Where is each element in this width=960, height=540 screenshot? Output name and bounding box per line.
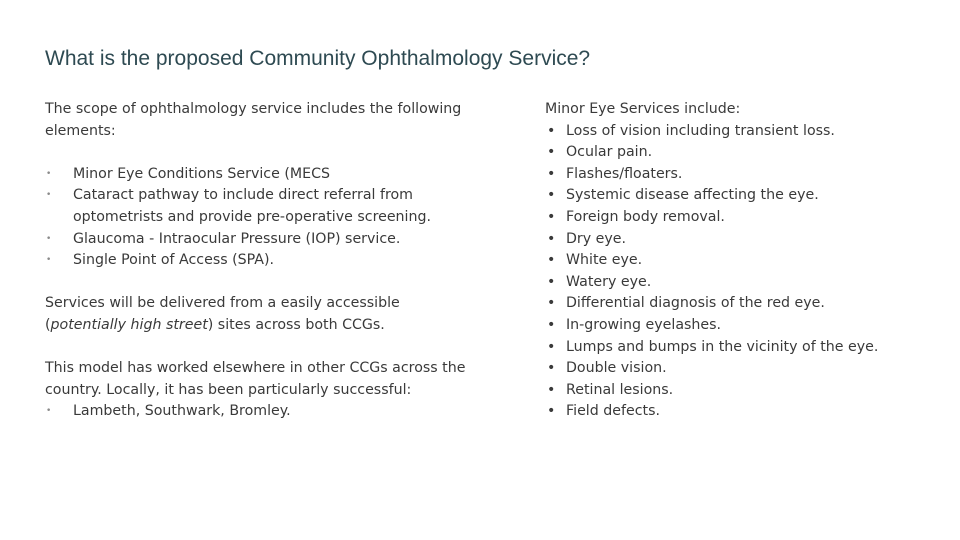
right-column: [545, 99, 945, 423]
list-item: • Ocular pain.: [545, 142, 945, 164]
list-item: • Single Point of Access (SPA).: [45, 250, 485, 272]
delivery-text: [45, 293, 485, 336]
list-item: • Systemic disease affecting the eye.: [545, 185, 945, 207]
locations-list: [45, 401, 485, 423]
delivery-text-prefix: Services will be delivered from a easily accessible (: [45, 295, 400, 333]
model-text: This model has worked elsewhere in other CCGs across the country. Locally, it has been particularly successful:: [45, 360, 466, 398]
list-item: • Minor Eye Conditions Service (MECS: [45, 164, 485, 186]
list-item: • Cataract pathway to include direct referral from optometrists and provide pre-operative screening.: [45, 185, 485, 228]
scope-intro: The scope of ophthalmology service includes the following elements:: [45, 101, 462, 139]
list-item: • Loss of vision including transient loss.: [545, 121, 945, 143]
slide-title: What is the proposed Community Ophthalmology Service?: [45, 47, 591, 70]
list-item: • Differential diagnosis of the red eye.: [545, 293, 945, 315]
delivery-text-suffix: ) sites across both CCGs.: [207, 316, 385, 333]
list-item: • Dry eye.: [545, 229, 945, 251]
list-item: • Field defects.: [545, 401, 945, 423]
list-item: • In-growing eyelashes.: [545, 315, 945, 337]
list-item: • Flashes/floaters.: [545, 164, 945, 186]
list-item: • Watery eye.: [545, 272, 945, 294]
list-item: • Glaucoma - Intraocular Pressure (IOP) service.: [45, 229, 485, 251]
delivery-text-italic: potentially high street: [50, 316, 208, 333]
left-column: [45, 99, 485, 423]
list-item: • Lumps and bumps in the vicinity of the eye.: [545, 337, 945, 359]
list-item: • Foreign body removal.: [545, 207, 945, 229]
list-item: • Retinal lesions.: [545, 380, 945, 402]
list-item: • Double vision.: [545, 358, 945, 380]
list-item: • Lambeth, Southwark, Bromley.: [45, 401, 485, 423]
minor-eye-services-list: [545, 121, 945, 423]
scope-elements-list: [45, 164, 485, 272]
minor-eye-heading: Minor Eye Services include:: [545, 101, 741, 117]
list-item: • White eye.: [545, 250, 945, 272]
